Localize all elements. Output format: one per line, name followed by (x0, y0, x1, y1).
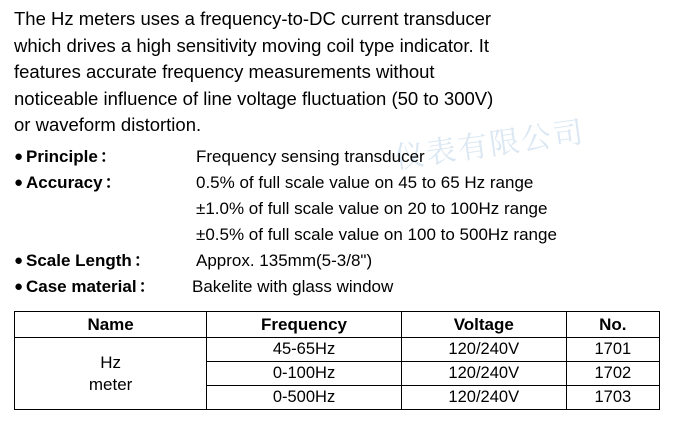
spec-item-case-material (14, 274, 664, 300)
spec-item-scale-length (14, 248, 664, 274)
spec-value-scale-length: Approx. 135mm(5-3/8") (196, 251, 373, 270)
table-header-no: No. (566, 312, 659, 338)
table-row (15, 338, 660, 362)
bullet-icon: ● (14, 148, 24, 165)
spec-value-accuracy-extra-1: ±1.0% of full scale value on 20 to 100Hz range (196, 199, 548, 218)
intro-line-3: features accurate frequency measurements without (14, 61, 435, 82)
model-table (14, 311, 660, 410)
table-cell-frequency: 0-100Hz (207, 362, 402, 386)
spec-colon: ： (133, 251, 151, 270)
spec-value-accuracy: 0.5% of full scale value on 45 to 65 Hz range (196, 173, 534, 192)
table-cell-no: 1702 (566, 362, 659, 386)
intro-line-5: or waveform distortion. (14, 114, 202, 135)
spec-label-case-material: Case material (26, 277, 137, 296)
table-header-name: Name (15, 312, 207, 338)
intro-line-1: The Hz meters uses a frequency-to-DC current transducer (14, 8, 492, 29)
spec-label-accuracy: Accuracy (26, 173, 103, 192)
spec-item-accuracy-extra-1 (14, 196, 664, 222)
spec-value-case-material: Bakelite with glass window (192, 277, 394, 296)
table-header-row (15, 312, 660, 338)
table-cell-voltage: 120/240V (401, 338, 566, 362)
spec-colon: ： (99, 147, 117, 166)
bullet-icon: ● (14, 174, 24, 191)
spec-colon: ： (138, 277, 156, 296)
spec-list (14, 144, 664, 300)
intro-line-4: noticeable influence of line voltage fluctuation (50 to 300V) (14, 87, 494, 109)
bullet-icon: ● (14, 278, 24, 295)
table-cell-frequency: 0-500Hz (207, 386, 402, 410)
spec-item-accuracy (14, 170, 664, 196)
watermark-text: 仪表有限公司 (392, 114, 588, 177)
table-cell-voltage: 120/240V (401, 386, 566, 410)
table-cell-no: 1701 (566, 338, 659, 362)
spec-item-principle (14, 144, 664, 170)
table-header-voltage: Voltage (401, 312, 566, 338)
table-cell-no: 1703 (566, 386, 659, 410)
intro-line-2: which drives a high sensitivity moving coil type indicator. It (14, 34, 490, 56)
spec-value-accuracy-extra-2: ±0.5% of full scale value on 100 to 500Hz range (196, 225, 557, 244)
spec-value-principle: Frequency sensing transducer (196, 147, 425, 166)
bullet-icon: ● (14, 252, 24, 269)
intro-paragraph (14, 6, 654, 139)
table-cell-name-line-2: meter (88, 374, 133, 394)
table-cell-frequency: 45-65Hz (207, 338, 402, 362)
spec-label-scale-length: Scale Length (26, 251, 132, 270)
table-header-frequency: Frequency (207, 312, 402, 338)
spec-label-principle: Principle (26, 147, 98, 166)
spec-item-accuracy-extra-2 (14, 222, 664, 248)
spec-colon: ： (104, 173, 122, 192)
table-cell-name-line-1: Hz (100, 352, 121, 372)
table-cell-name (15, 338, 207, 410)
table-cell-voltage: 120/240V (401, 362, 566, 386)
